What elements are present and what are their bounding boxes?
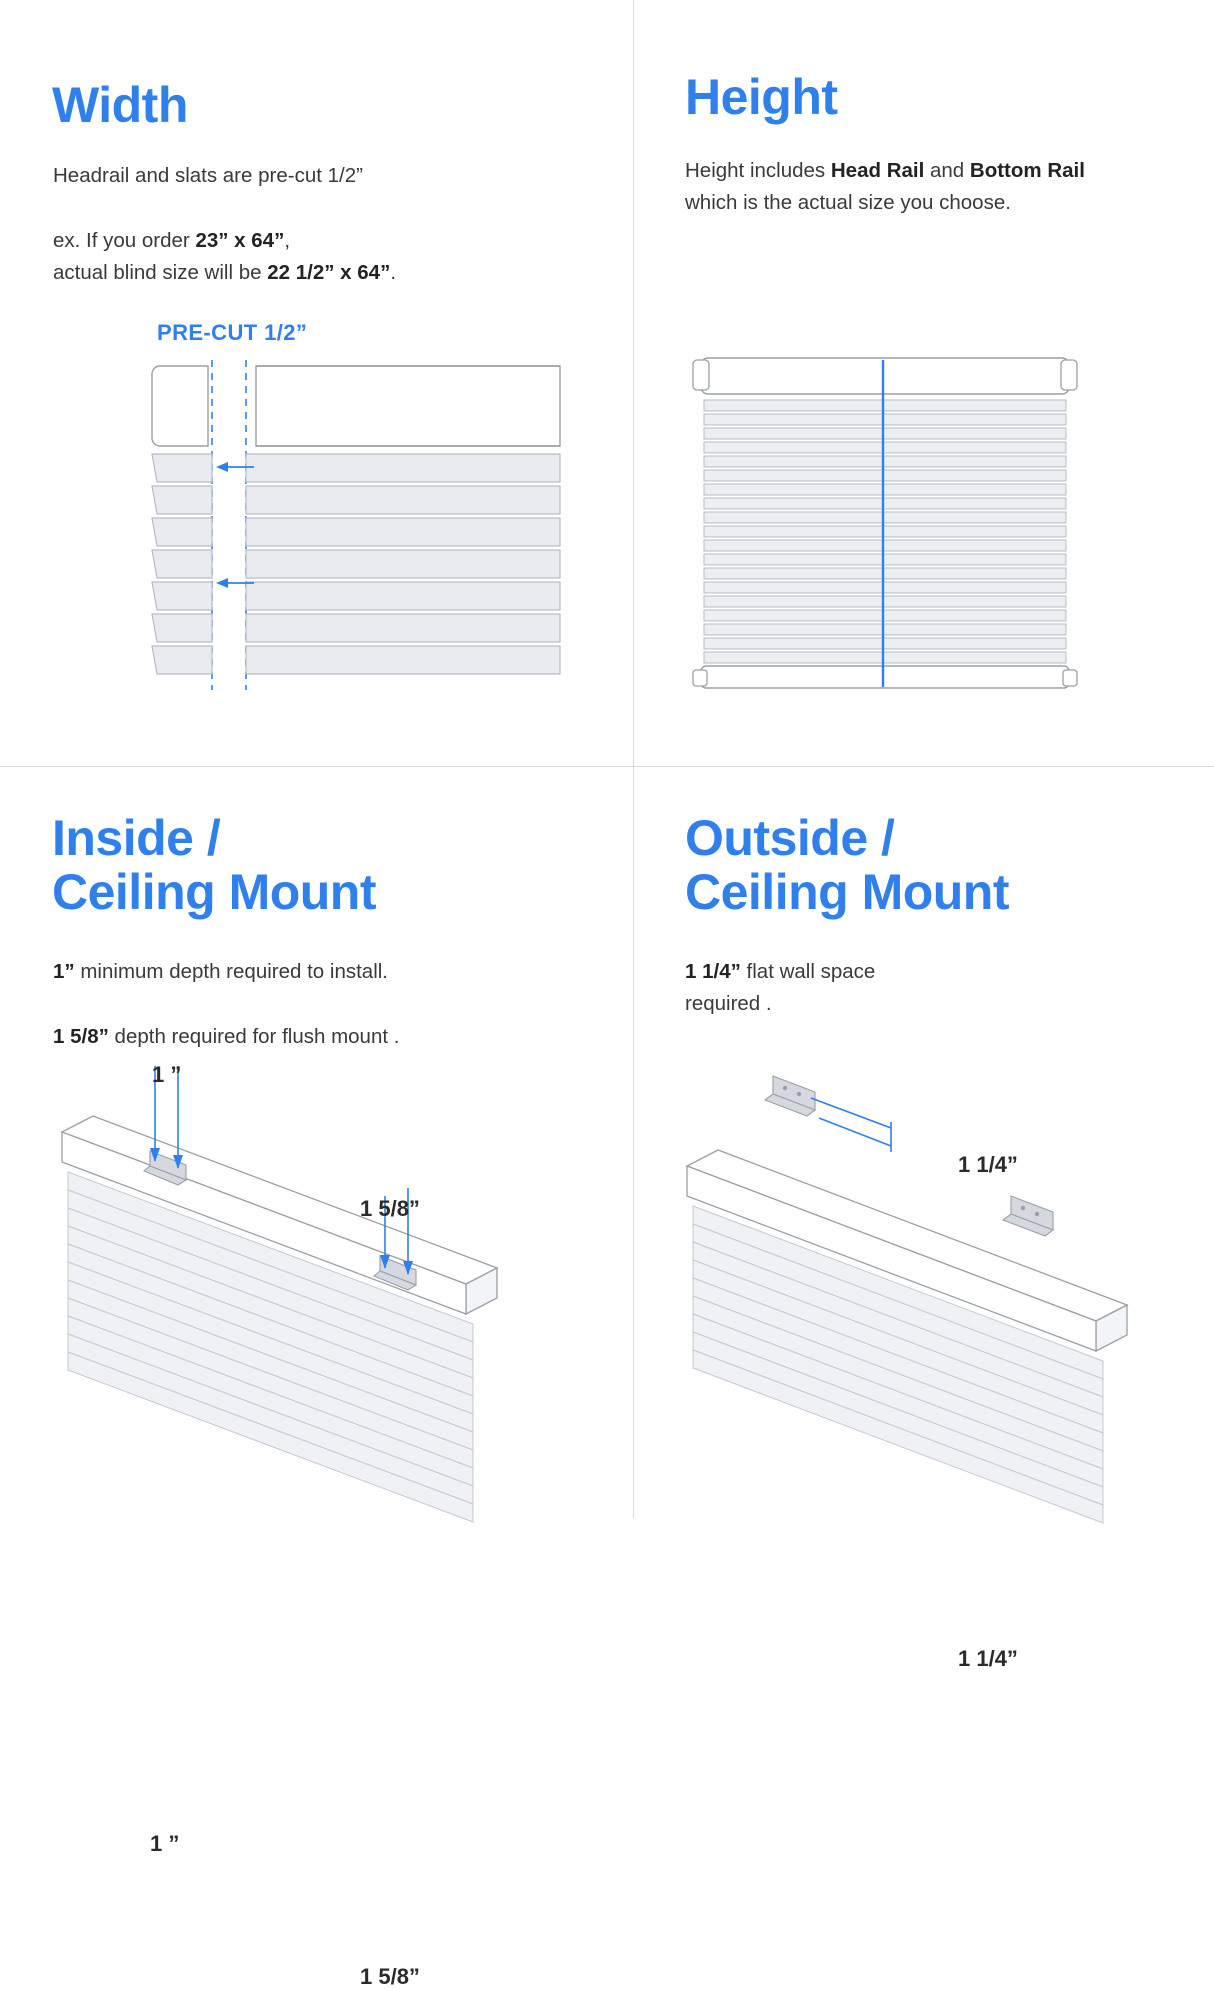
width-example-comma: , — [284, 229, 291, 252]
width-precut-text: Headrail and slats are pre-cut 1/2” — [53, 164, 363, 187]
inside-mount-diagram — [0, 1056, 633, 1526]
outside-dim-label — [958, 1152, 1018, 1178]
panel-height — [633, 0, 1214, 766]
inside-dim-1-inch-label — [152, 1062, 181, 1088]
inside-callout-1-inch — [150, 1831, 179, 1857]
inside-min-depth-text: minimum depth required to install. — [74, 960, 388, 983]
height-text-and: and — [924, 159, 965, 182]
outside-dim-text: 1 1/4” — [958, 1152, 1018, 1177]
inside-callout-flush — [360, 1964, 420, 1990]
outside-title-line1: Outside / — [685, 810, 895, 866]
page-title-height: Height — [685, 69, 838, 125]
inside-flush-requirement — [53, 1021, 573, 1053]
outside-wall-space-text2: required . — [685, 991, 772, 1015]
outside-wall-space-text: flat wall space — [740, 960, 876, 983]
height-text-mid: which is the actual — [685, 190, 853, 214]
width-actual-prefix: actual blind size will be — [53, 260, 268, 284]
height-diagram — [668, 290, 1168, 720]
height-text-prefix: Height includes — [685, 159, 831, 182]
page-title-outside-mount — [685, 811, 1009, 919]
height-description — [685, 155, 1085, 219]
inside-dim-flush-text: 1 5/8” — [360, 1196, 420, 1221]
inside-title-line1: Inside / — [52, 810, 221, 866]
page-title-inside-mount — [52, 811, 376, 919]
precut-label: PRE-CUT 1/2” — [157, 320, 308, 345]
page-title-width: Width — [52, 77, 188, 133]
width-ordered-size: 23” x 64” — [195, 229, 285, 252]
inside-flush-depth-value: 1 5/8” — [53, 1025, 109, 1048]
inside-title-line2: Ceiling Mount — [52, 864, 376, 920]
width-example — [53, 225, 593, 289]
height-text-end: size you choose. — [858, 190, 1011, 214]
inside-dim-flush-label — [360, 1196, 420, 1222]
width-example-prefix: ex. If you order — [53, 229, 196, 252]
inside-depth-requirement — [53, 956, 573, 988]
outside-title-line2: Ceiling Mount — [685, 864, 1009, 920]
panel-outside-ceiling-mount — [633, 766, 1214, 1671]
outside-callout-label: 1 1/4” — [958, 1646, 1018, 1671]
width-actual-size: 22 1/2” x 64” — [267, 260, 391, 284]
inside-callout-flush-label: 1 5/8” — [360, 1964, 420, 1989]
width-description — [53, 160, 573, 192]
outside-mount-diagram — [633, 1056, 1214, 1526]
inside-min-depth-value: 1” — [53, 960, 75, 983]
width-diagram — [0, 350, 633, 750]
outside-wall-requirement — [685, 956, 1085, 1020]
outside-wall-space-value: 1 1/4” — [685, 960, 741, 983]
panel-inside-ceiling-mount — [0, 766, 633, 1989]
width-actual-period: . — [390, 260, 397, 284]
inside-dim-1-inch-text: 1 ” — [152, 1062, 182, 1087]
bottom-rail-term: Bottom Rail — [969, 159, 1085, 182]
inside-callout-1-label: 1 ” — [150, 1831, 180, 1856]
outside-callout-wall-space — [958, 1646, 1018, 1672]
panel-width — [0, 0, 633, 766]
inside-flush-depth-text: depth required for flush mount . — [108, 1025, 400, 1048]
head-rail-term: Head Rail — [830, 159, 925, 182]
